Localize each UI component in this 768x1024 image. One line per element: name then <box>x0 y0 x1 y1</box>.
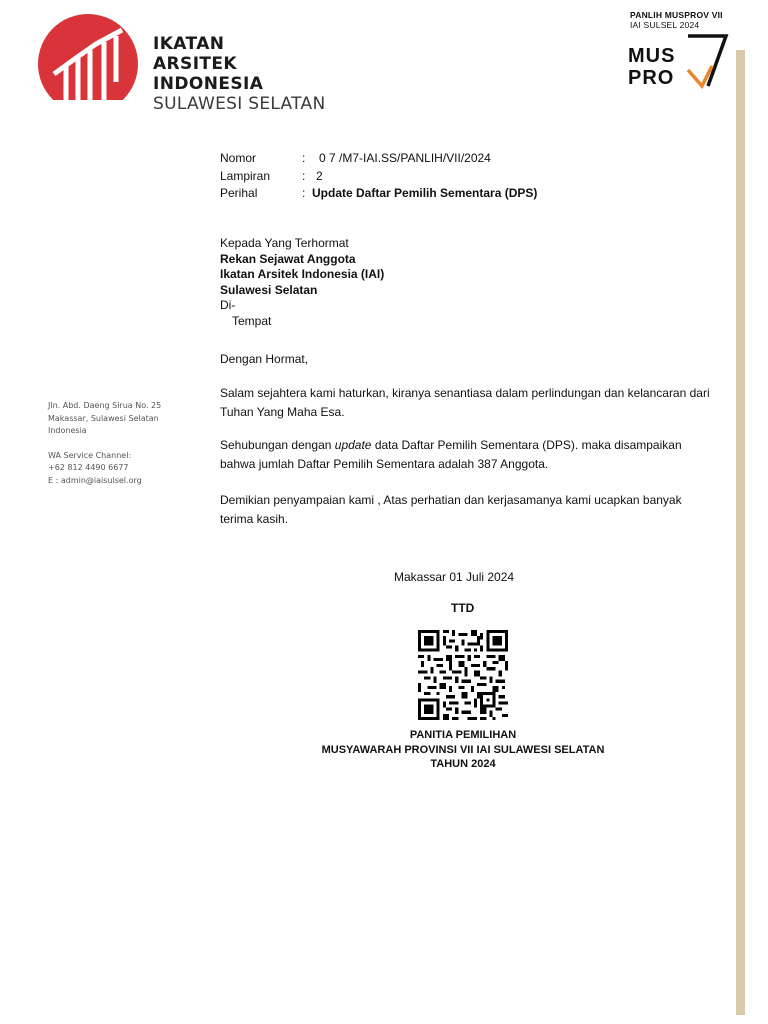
muspro-mark-1: MUS <box>628 45 676 67</box>
addressee-line1: Rekan Sejawat Anggota <box>220 251 356 266</box>
letter-header <box>220 150 537 203</box>
addressee-line3: Sulawesi Selatan <box>220 282 318 297</box>
field-perihal <box>220 185 537 203</box>
muspro-logo <box>628 8 738 88</box>
greeting: Dengan Hormat, <box>220 352 309 366</box>
wordmark-line3: INDONESIA <box>153 74 264 94</box>
address-line3: Indonesia <box>48 426 87 435</box>
side-accent-bar <box>736 50 745 1015</box>
addressee-tempat: Tempat <box>232 313 272 328</box>
para2-emphasis: update <box>334 438 372 452</box>
signatory-line3: TAHUN 2024 <box>430 758 496 770</box>
para2-start: Sehubungan dengan <box>220 438 335 452</box>
body-paragraph-1: Salam sejahtera kami haturkan, kiranya senantiasa dalam perlindungan dan kelancaran dari Tuhan Yang Maha Esa. <box>220 386 710 419</box>
contact-info <box>48 400 161 487</box>
iai-wordmark <box>153 34 263 94</box>
addressee-line2: Ikatan Arsitek Indonesia (IAI) <box>220 267 385 281</box>
signature-qr-code <box>418 630 508 720</box>
signatory-line1: PANITIA PEMILIHAN <box>409 729 517 741</box>
field-value: 2 <box>316 168 323 183</box>
place-date: Makassar 01 Juli 2024 <box>394 570 515 584</box>
iai-logo <box>38 12 338 118</box>
wordmark-line2: ARSITEK <box>153 54 237 74</box>
addressee-intro: Kepada Yang Terhormat <box>220 236 349 250</box>
muspro-mark-2: PRO <box>628 67 675 89</box>
signatory-line2: MUSYAWARAH PROVINSI VII IAI SULAWESI SELATAN <box>321 743 605 756</box>
ttd-label: TTD <box>451 601 475 615</box>
field-label: Lampiran <box>220 168 271 183</box>
field-lampiran <box>220 168 537 186</box>
wordmark-line1: IKATAN <box>153 34 225 54</box>
address-line2: Makassar, Sulawesi Selatan <box>48 413 159 423</box>
field-colon: : <box>302 168 306 183</box>
wa-label: WA Service Channel: <box>48 450 132 460</box>
addressee-block <box>220 236 384 329</box>
muspro-subtitle: IAI SULSEL 2024 <box>630 20 700 30</box>
signatory-block <box>300 728 626 772</box>
field-colon: : <box>302 151 306 165</box>
para2-end: data Daftar Pemilih Sementara (DPS). maka disampaikan bahwa jumlah Daftar Pemilih Sementara adalah 387 Anggota. <box>220 438 682 471</box>
field-value: 0 7 /M7-IAI.SS/PANLIH/VII/2024 <box>319 151 491 165</box>
iai-emblem-icon <box>38 12 140 100</box>
field-label: Nomor <box>220 151 257 165</box>
wa-number: +62 812 4490 6677 <box>48 463 129 472</box>
address-line1: Jln. Abd. Daeng Sirua No. 25 <box>48 401 162 410</box>
field-nomor <box>220 150 537 168</box>
field-label: Perihal <box>220 186 258 200</box>
email: E : admin@iaisulsel.org <box>48 475 142 485</box>
muspro-title: PANLIH MUSPROV VII <box>630 10 723 20</box>
muspro-seven-icon <box>682 30 732 90</box>
field-colon: : <box>302 186 306 200</box>
body-paragraph-3: Demikian penyampaian kami , Atas perhatian dan kerjasamanya kami ucapkan banyak terima kasih. <box>220 493 682 526</box>
field-value: Update Daftar Pemilih Sementara (DPS) <box>312 186 538 200</box>
iai-region: SULAWESI SELATAN <box>153 94 326 114</box>
body-paragraph-2 <box>220 436 710 473</box>
addressee-di: Di- <box>220 298 236 312</box>
